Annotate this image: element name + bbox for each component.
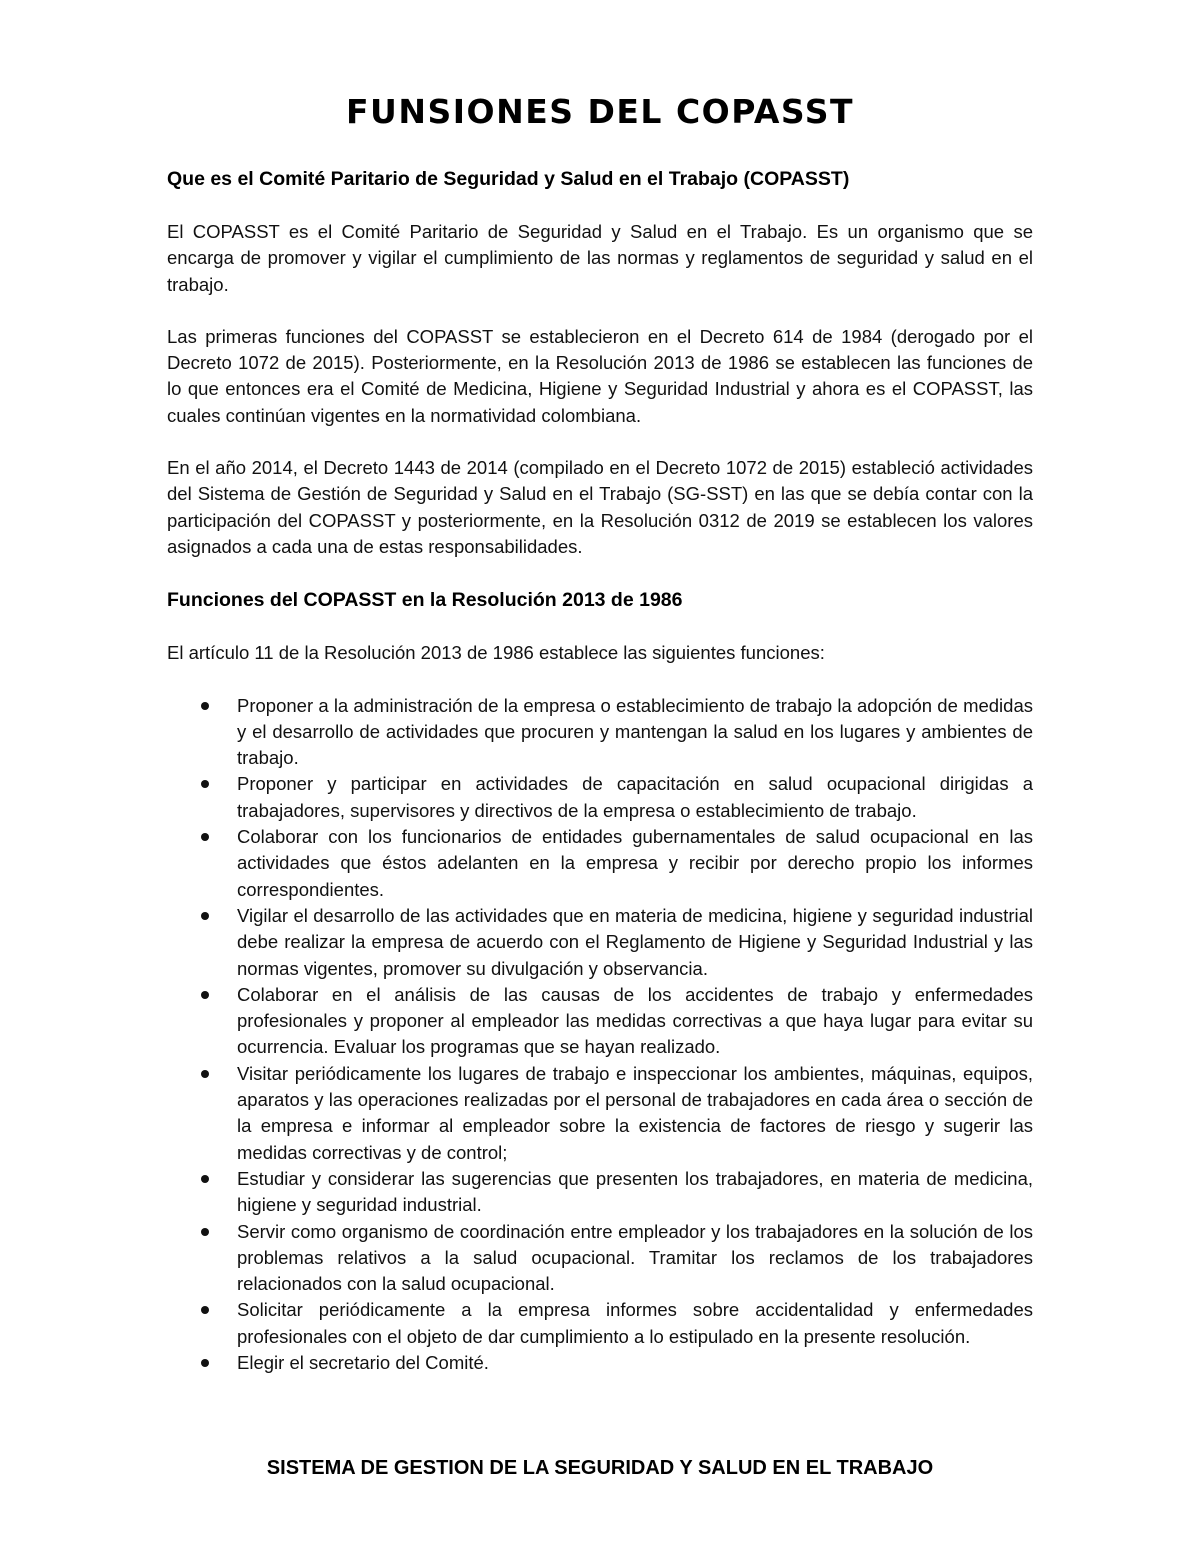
list-item-text: Solicitar periódicamente a la empresa informes sobre accidentalidad y enfermedades profesionales con el objeto de dar cumplimiento a lo estipulado en la presente resolución. (237, 1299, 1033, 1347)
document-footer: SISTEMA DE GESTION DE LA SEGURIDAD Y SALUD EN EL TRABAJO (266, 1457, 934, 1479)
paragraph-definition: El COPASST es el Comité Paritario de Seguridad y Salud en el Trabajo. Es un organismo que se encarga de promover y vigilar el cumplimiento de las normas y reglamentos de seguridad y salud en el trabajo. (167, 221, 1033, 295)
bullet-icon (201, 1359, 209, 1367)
list-item (167, 693, 1033, 772)
list-item-text: Servir como organismo de coordinación entre empleador y los trabajadores en la solución de los problemas relativos a la salud ocupacional. Tramitar los reclamos de los trabajadores relacionados con la salud ocupacional. (237, 1220, 1033, 1295)
bullet-icon (201, 912, 209, 920)
list-item-text: Colaborar con los funcionarios de entidades gubernamentales de salud ocupacional en las actividades que éstos adelanten en la empresa y recibir por derecho propio los informes correspondientes. (237, 826, 1033, 900)
section-heading-what-is: Que es el Comité Paritario de Seguridad y Salud en el Trabajo (COPASST) (167, 168, 850, 190)
list-item (167, 903, 1033, 982)
list-item (167, 771, 1033, 824)
bullet-icon (201, 1175, 209, 1183)
list-item-text: Colaborar en el análisis de las causas de los accidentes de trabajo y enfermedades profesionales y proponer al empleador las medidas correctivas a que haya lugar para evitar su ocurrencia. Evaluar los programas que se hayan realizado. (237, 983, 1033, 1058)
bullet-icon (201, 833, 209, 841)
bullet-icon (201, 780, 209, 788)
list-item (167, 824, 1033, 903)
list-item-text: Visitar periódicamente los lugares de trabajo e inspeccionar los ambientes, máquinas, equipos, aparatos y las operaciones realizadas por el personal de trabajadores en cada área o sección de la empresa e informar al empleador sobre la existencia de factores de riesgo y sugerir las medidas correctivas y de control; (237, 1062, 1033, 1163)
paragraph-2014-decree: En el año 2014, el Decreto 1443 de 2014 (compilado en el Decreto 1072 de 2015) estableció actividades del Sistema de Gestión de Seguridad y Salud en el Trabajo (SG-SST) en las que se debía contar con la participación del COPASST y posteriormente, en la Resolución 0312 de 2019 se establecen los valores asignados a cada una de estas responsabilidades. (167, 457, 1033, 557)
list-item-text: Elegir el secretario del Comité. (237, 1351, 489, 1373)
bullet-icon (201, 1228, 209, 1236)
list-item-text: Estudiar y considerar las sugerencias que presenten los trabajadores, en materia de medicina, higiene y seguridad industrial. (237, 1167, 1033, 1216)
list-item (167, 1219, 1033, 1298)
list-item (167, 982, 1033, 1061)
bullet-icon (201, 1306, 209, 1314)
list-item-text: Proponer y participar en actividades de capacitación en salud ocupacional dirigidas a trabajadores, supervisores y directivos de la empresa o establecimiento de trabajo. (237, 773, 1033, 821)
paragraph-history: Las primeras funciones del COPASST se establecieron en el Decreto 614 de 1984 (derogado por el Decreto 1072 de 2015). Posteriormente, en la Resolución 2013 de 1986 se establecen las funciones de lo que entonces era el Comité de Medicina, Higiene y Seguridad Industrial y ahora es el COPASST, las cuales continúan vigentes en la normatividad colombiana. (167, 325, 1033, 426)
list-item (167, 1166, 1033, 1219)
paragraph-functions-intro: El artículo 11 de la Resolución 2013 de 1986 establece las siguientes funciones: (167, 642, 825, 664)
functions-list (167, 693, 1033, 1377)
bullet-icon (201, 1070, 209, 1078)
document-body (167, 165, 1033, 1376)
bullet-icon (201, 702, 209, 710)
list-item (167, 1297, 1033, 1350)
list-item-text: Vigilar el desarrollo de las actividades que en materia de medicina, higiene y seguridad industrial debe realizar la empresa de acuerdo con el Reglamento de Higiene y Seguridad Industrial y las normas vigentes, promover su divulgación y observancia. (237, 904, 1033, 979)
list-item (167, 1350, 1033, 1376)
list-item (167, 1061, 1033, 1166)
bullet-icon (201, 991, 209, 999)
document-title: FUNSIONES DEL COPASST (346, 92, 854, 131)
list-item-text: Proponer a la administración de la empresa o establecimiento de trabajo la adopción de medidas y el desarrollo de actividades que procuren y mantengan la salud en los lugares y ambientes de trabajo. (237, 694, 1033, 769)
section-heading-functions: Funciones del COPASST en la Resolución 2013 de 1986 (167, 589, 683, 612)
